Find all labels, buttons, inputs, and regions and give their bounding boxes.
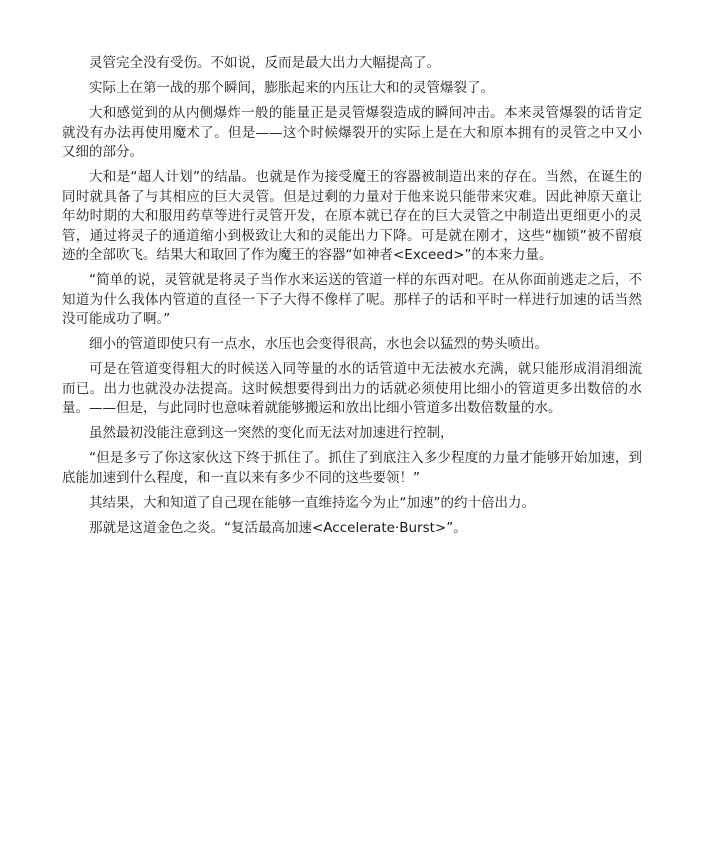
paragraph: 实际上在第一战的那个瞬间，膨胀起来的内压让大和的灵管爆裂了。	[89, 80, 494, 96]
paragraph: “简单的说，灵管就是将灵子当作水来运送的管道一样的东西对吧。在从你面前逃走之后，不知道为什么我体内管道的直径一下子大得不像样了呢。那样子的话和平时一样进行加速的话当然没可能成功了啊。”	[62, 272, 642, 327]
document-page	[62, 54, 642, 544]
paragraph: 大和感觉到的从内侧爆炸一般的能量正是灵管爆裂造成的瞬间冲击。本来灵管爆裂的话肯定就没有办法再使用魔术了。但是——这个时候爆裂开的实际上是在大和原本拥有的灵管之中又小又细的部分。	[62, 105, 642, 160]
paragraph: 可是在管道变得粗大的时候送入同等量的水的话管道中无法被水充满，就只能形成涓涓细流而已。出力也就没办法提高。这时候想要得到出力的话就必须使用比细小的管道更多出数倍的水量。——但是，与此同时也意味着就能够搬运和放出比细小管道多出数倍数量的水。	[62, 361, 642, 416]
paragraph: 虽然最初没能注意到这一突然的变化而无法对加速进行控制，	[89, 425, 454, 441]
paragraph: 大和是“超人计划”的结晶。也就是作为接受魔王的容器被制造出来的存在。当然，在诞生的同时就具备了与其相应的巨大灵管。但是过剩的力量对于他来说只能带来灾难。因此神原天童让年幼时期的大和服用药草等进行灵管开发，在原本就已存在的巨大灵管之中制造出更细更小的灵管，通过将灵子的通道缩小到极致让大和的灵能出力下降。可是就在刚才，这些“枷锁”被不留痕迹的全部吹飞。结果大和取回了作为魔王的容器“如神者<Exceed>”的本来力量。	[62, 169, 642, 263]
paragraph: 那就是这道金色之炎。“复活最高加速<Accelerate·Burst>”。	[89, 519, 467, 536]
paragraph: 其结果，大和知道了自己现在能够一直维持迄今为止“加速”的约十倍出力。	[89, 494, 535, 511]
paragraph: 灵管完全没有受伤。不如说，反而是最大出力大幅提高了。	[89, 55, 440, 71]
paragraph: “但是多亏了你这家伙这下终于抓住了。抓住了到底注入多少程度的力量才能够开始加速，到底能加速到什么程度，和一直以来有多少不同的这些要领！”	[62, 450, 642, 486]
paragraph: 细小的管道即使只有一点水，水压也会变得很高，水也会以猛烈的势头喷出。	[89, 336, 548, 352]
